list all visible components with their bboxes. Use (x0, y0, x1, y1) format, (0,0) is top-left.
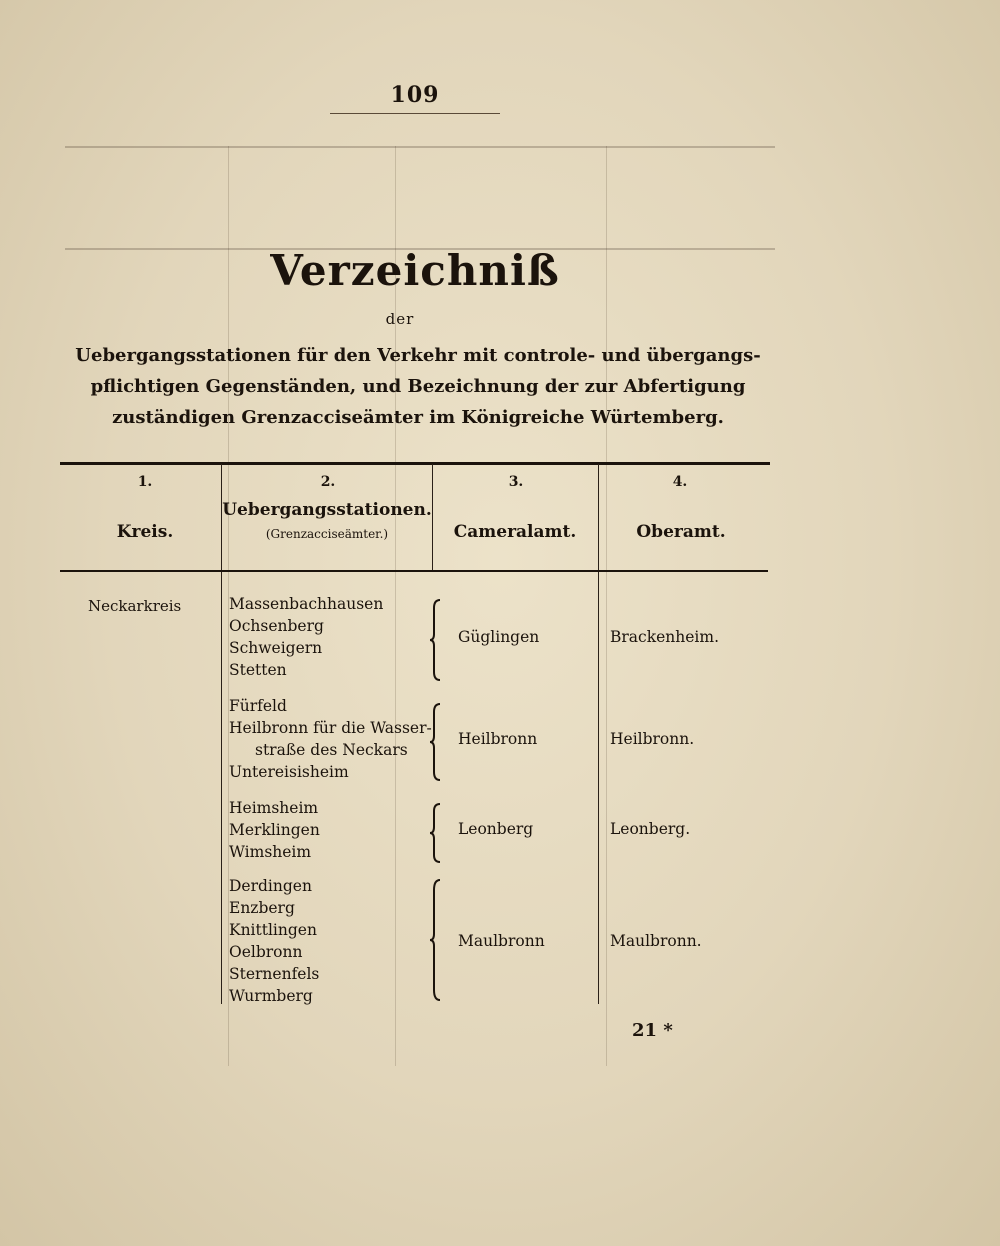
station-name: Stetten (229, 661, 287, 679)
station-name: Oelbronn (229, 943, 303, 961)
page-number-rule (330, 113, 500, 114)
column-header-oberamt: Oberamt. (636, 522, 726, 542)
station-name: Sternenfels (229, 965, 320, 983)
station-group (229, 593, 383, 681)
column-divider (598, 572, 599, 1004)
column-header-cameralamt: Cameralamt. (453, 522, 577, 542)
column-number: 4. (672, 474, 688, 490)
station-group (229, 695, 432, 783)
brace-icon (430, 802, 444, 864)
station-name: straße des Neckars (255, 741, 408, 759)
bleed-through-rule (65, 146, 775, 148)
station-group (229, 875, 319, 1007)
oberamt-cell: Maulbronn. (610, 932, 702, 950)
cameralamt-cell: Maulbronn (458, 932, 545, 950)
column-divider (432, 464, 433, 570)
station-name: Schweigern (229, 639, 323, 657)
brace-icon (430, 702, 444, 782)
oberamt-cell: Brackenheim. (610, 628, 720, 646)
column-number: 2. (320, 474, 336, 490)
page-number: 109 (390, 82, 440, 108)
column-divider (221, 572, 222, 1004)
subtitle-line: pflichtigen Gegenständen, und Bezeichnung der zur Abfertigung (90, 376, 746, 397)
column-number: 1. (137, 474, 153, 490)
cameralamt-cell: Heilbronn (458, 730, 538, 748)
kreis-cell: Neckarkreis (88, 597, 182, 615)
station-name: Heilbronn für die Wasser- (229, 719, 432, 737)
station-name: Massenbachhausen (229, 595, 384, 613)
brace-icon (430, 878, 444, 1002)
cameralamt-cell: Güglingen (458, 628, 540, 646)
station-name: Knittlingen (229, 921, 317, 939)
column-number: 3. (508, 474, 524, 490)
cameralamt-cell: Leonberg (458, 820, 534, 838)
column-header-stations: Uebergangsstationen. (222, 500, 432, 520)
station-name: Derdingen (229, 877, 312, 895)
station-name: Heimsheim (229, 799, 319, 817)
station-name: Wurmberg (229, 987, 313, 1005)
document-subtitle (58, 340, 778, 433)
signature-mark: 21 * (632, 1020, 673, 1041)
table-header-rule (60, 570, 768, 572)
document-title: Verzeichniß (270, 246, 560, 295)
oberamt-cell: Heilbronn. (610, 730, 695, 748)
oberamt-cell: Leonberg. (610, 820, 691, 838)
station-group (229, 797, 320, 863)
brace-icon (430, 598, 444, 682)
station-name: Wimsheim (229, 843, 312, 861)
station-name: Enzberg (229, 899, 295, 917)
subtitle-line: Uebergangsstationen für den Verkehr mit controle- und übergangs- (75, 345, 761, 366)
connector-word: der (385, 310, 415, 328)
column-subheader-stations: (Grenzacciseämter.) (265, 527, 389, 541)
station-name: Ochsenberg (229, 617, 324, 635)
column-header-kreis: Kreis. (116, 522, 174, 542)
station-name: Fürfeld (229, 697, 287, 715)
station-name: Untereisisheim (229, 763, 349, 781)
table-top-rule (60, 462, 770, 465)
column-divider (598, 464, 599, 570)
station-name: Merklingen (229, 821, 320, 839)
subtitle-line: zuständigen Grenzacciseämter im Königreiche Würtemberg. (112, 407, 724, 428)
